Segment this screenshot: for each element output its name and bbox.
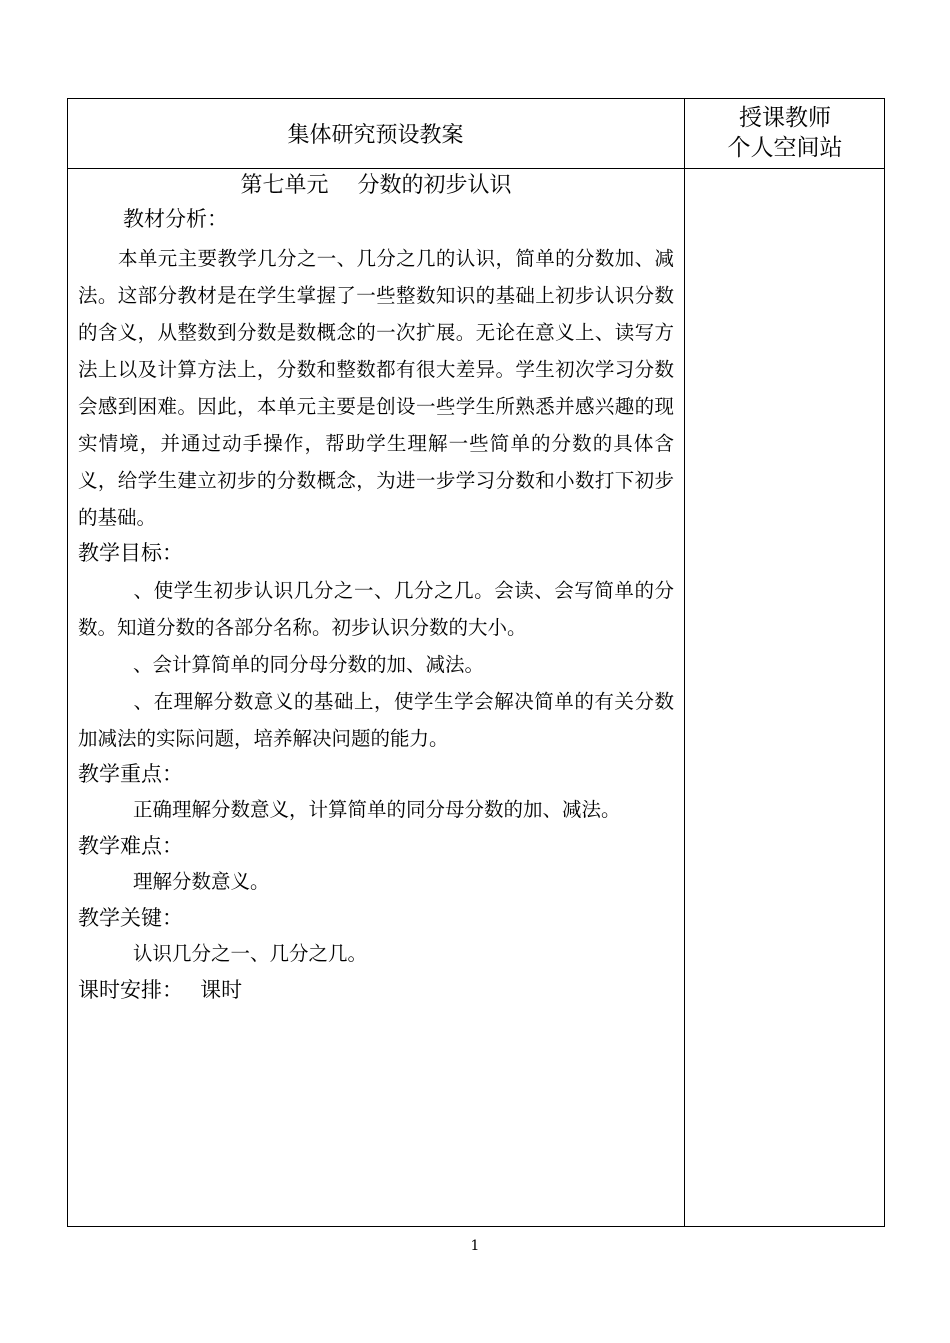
unit-title: 第七单元 分数的初步认识: [240, 173, 512, 198]
header-teacher-line1: 授课教师: [739, 105, 831, 131]
crux-heading: 教学关键：: [78, 906, 183, 930]
goal-2-text: 、会计算简单的同分母分数的加、减法。: [133, 653, 485, 676]
goal-1-text: 、使学生初步认识几分之一、几分之几。会读、会写简单的分数。知道分数的各部分名称。初步认识分数的大小。: [78, 579, 674, 639]
goal-1: [78, 572, 674, 646]
key-heading: 教学重点：: [78, 762, 183, 786]
crux-text: 认识几分之一、几分之几。: [133, 942, 368, 965]
lesson-content: [78, 170, 674, 1007]
header-teacher-line2: 个人空间站: [727, 135, 843, 161]
page-number: 1: [470, 1238, 480, 1254]
analysis-text: 本单元主要教学几分之一、几分之几的认识，简单的分数加、减法。这部分教材是在学生掌握了一些整数知识的基础上初步认识分数的含义，从整数到分数是数概念的一次扩展。无论在意义上、读写方法上以及计算方法上，分数和整数都有很大差异。学生初次学习分数会感到困难。因此，本单元主要是创设一些学生所熟悉并感兴趣的现实情境，并通过动手操作，帮助学生理解一些简单的分数的具体含义，给学生建立初步的分数概念，为进一步学习分数和小数打下初步的基础。: [78, 247, 674, 529]
table-header-teacher: [685, 98, 885, 168]
column-divider: [684, 98, 685, 1227]
goal-3-text: 、在理解分数意义的基础上，使学生学会解决简单的有关分数加减法的实际问题，培养解决问题的能力。: [78, 690, 674, 750]
difficulty-text: 理解分数意义。: [133, 870, 270, 893]
goal-3: [78, 683, 674, 757]
header-divider: [67, 168, 885, 169]
table-header-title: 集体研究预设教案: [287, 122, 464, 148]
goal-2: [78, 646, 674, 683]
schedule-heading: 课时安排： 课时: [78, 978, 243, 1002]
goals-heading: 教学目标：: [78, 541, 183, 565]
analysis-heading: 教材分析：: [123, 207, 228, 231]
difficulty-heading: 教学难点：: [78, 834, 183, 858]
key-text: 正确理解分数意义，计算简单的同分母分数的加、减法。: [133, 798, 621, 821]
